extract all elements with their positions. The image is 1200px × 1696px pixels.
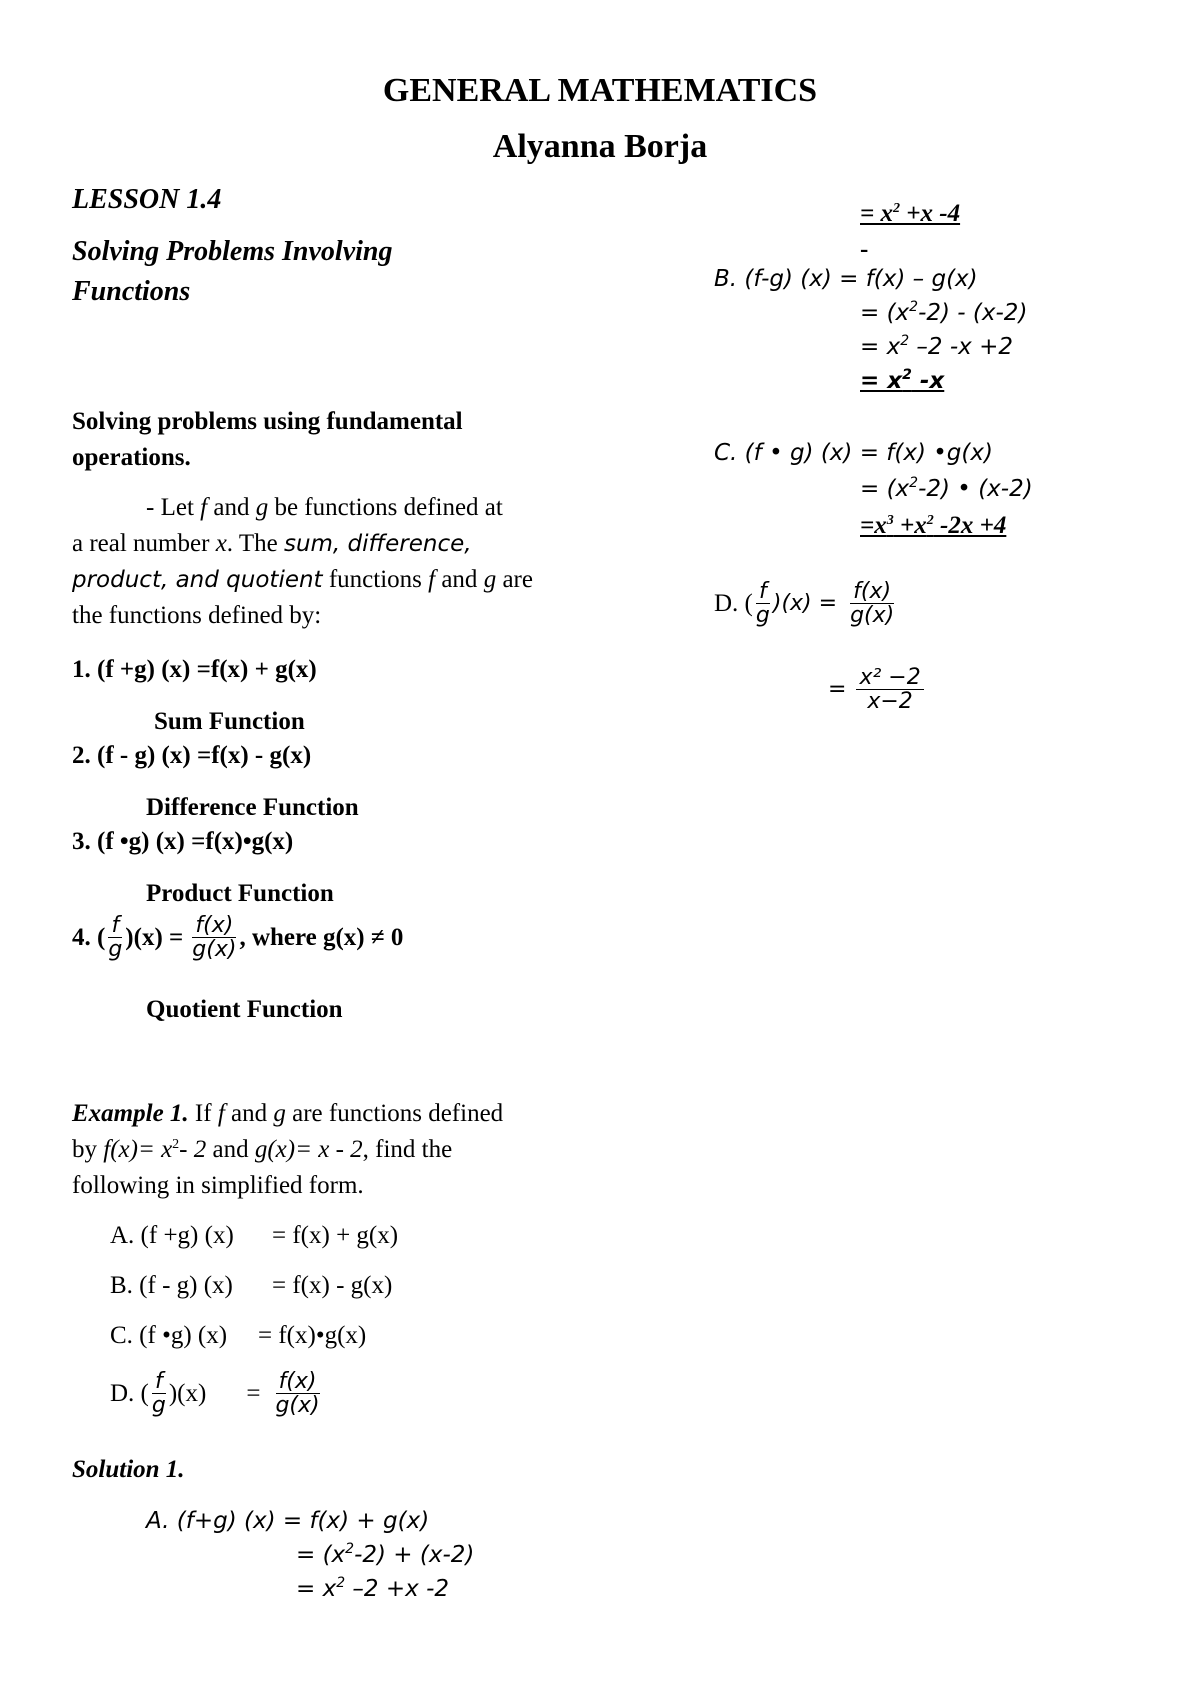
definition-quotient-formula: 4. ( $\frac{f}{g}$ )(x) = $\frac{f(x)}{g(x)}$ , where g(x) ≠ 0 (72, 913, 404, 963)
definition-product-name: Product Function (146, 880, 334, 907)
definition-sum-name: Sum Function (154, 708, 305, 735)
intro-paragraph-line1: - Let f and g be functions defined at (146, 494, 503, 521)
definition-difference-formula: 2. (f - g) (x) =f(x) - g(x) (72, 742, 312, 769)
solution-a-line3: = $x^2$ –2 +x -2 (296, 1575, 450, 1602)
lesson-label: LESSON 1.4 (72, 184, 222, 215)
quotient-f-over-g: $\frac{f}{g}$ (108, 913, 123, 963)
document-title: GENERAL MATHEMATICS (382, 72, 818, 109)
example-item-b-rhs: = f(x) - g(x) (272, 1272, 393, 1299)
example-line3: following in simplified form. (72, 1172, 364, 1199)
intro-paragraph-line3: product, and quotient functions f and g are (72, 566, 533, 593)
example-item-a-lhs: A. (f +g) (x) (110, 1222, 234, 1249)
section-heading-line2: operations. (72, 444, 191, 471)
example-item-c-lhs: C. (f •g) (x) (110, 1322, 228, 1349)
example-item-c-rhs: = f(x)•g(x) (258, 1322, 367, 1349)
solution-a-line2: = $(x^2-2) + (x-2)$ (296, 1541, 475, 1568)
lesson-topic-line2: Functions (72, 276, 191, 307)
intro-paragraph-line2: a real number x. The sum, difference, (72, 530, 472, 557)
solution-d-f-over-g: $\frac{f}{g}$ (755, 579, 770, 629)
definition-sum-formula: 1. (f +g) (x) =f(x) + g(x) (72, 656, 317, 683)
solution-b-line1: B. (f-g) (x) = f(x) – g(x) (714, 266, 978, 292)
solution-c-line1: C. (f • g) (x) = f(x) •g(x) (714, 440, 993, 466)
example-item-b-lhs: B. (f - g) (x) (110, 1272, 233, 1299)
quotient-fraction: $\frac{f(x)}{g(x)}$ (192, 913, 237, 963)
example-d-f-over-g: $\frac{f}{g}$ (151, 1369, 166, 1419)
solution-a-line4: = $x^2 +x$ -4 (860, 200, 961, 227)
example-line1: Example 1. If f and g are functions defined (72, 1100, 504, 1127)
solution-d-line1: D. ( $\frac{f}{g}$ )(x) = $\frac{f(x)}{g(x)}$ (714, 580, 897, 627)
solution-d-simplified-fraction: $\frac{\text{x² −2}}{x-2}$ (856, 666, 923, 713)
solution-b-line4: = $x^2$ -x (860, 367, 945, 394)
example-line2: by $f(x)= x^2-$ 2 and g(x)= x - 2, find the (72, 1136, 453, 1163)
solution-d-line2: = $\frac{\text{x² −2}}{x-2}$ (828, 666, 924, 713)
example-item-d: D. ( $\frac{f}{g}$ )(x) = $\frac{f(x)}{g(x)}$ (110, 1370, 323, 1417)
example-d-fraction: $\frac{f(x)}{g(x)}$ (275, 1369, 320, 1419)
solution-d-fraction: $\frac{f(x)}{g(x)}$ (850, 579, 895, 629)
definition-quotient-name: Quotient Function (146, 996, 343, 1023)
solution-b-line3: = $x^2$ –2 -x +2 (860, 333, 1014, 360)
solution-a-dash: - (860, 236, 869, 263)
definition-difference-name: Difference Function (146, 794, 359, 821)
solution-c-line2: = $(x^2-2)$ • (x-2) (860, 475, 1033, 502)
solution-label: Solution 1. (72, 1456, 185, 1483)
section-heading-line1: Solving problems using fundamental (72, 408, 463, 435)
solution-a-line1: A. (f+g) (x) = f(x) + g(x) (146, 1508, 430, 1534)
solution-b-line2: = $(x^2-2) - (x-2)$ (860, 299, 1028, 326)
author-name: Alyanna Borja (492, 128, 708, 165)
example-item-a-rhs: = f(x) + g(x) (272, 1222, 399, 1249)
solution-c-line3: $=x^3 +x^2$ -2x +4 (860, 512, 1007, 539)
lesson-topic-line1: Solving Problems Involving (72, 236, 393, 267)
definition-product-formula: 3. (f •g) (x) =f(x)•g(x) (72, 828, 294, 855)
intro-paragraph-line4: the functions defined by: (72, 602, 322, 629)
